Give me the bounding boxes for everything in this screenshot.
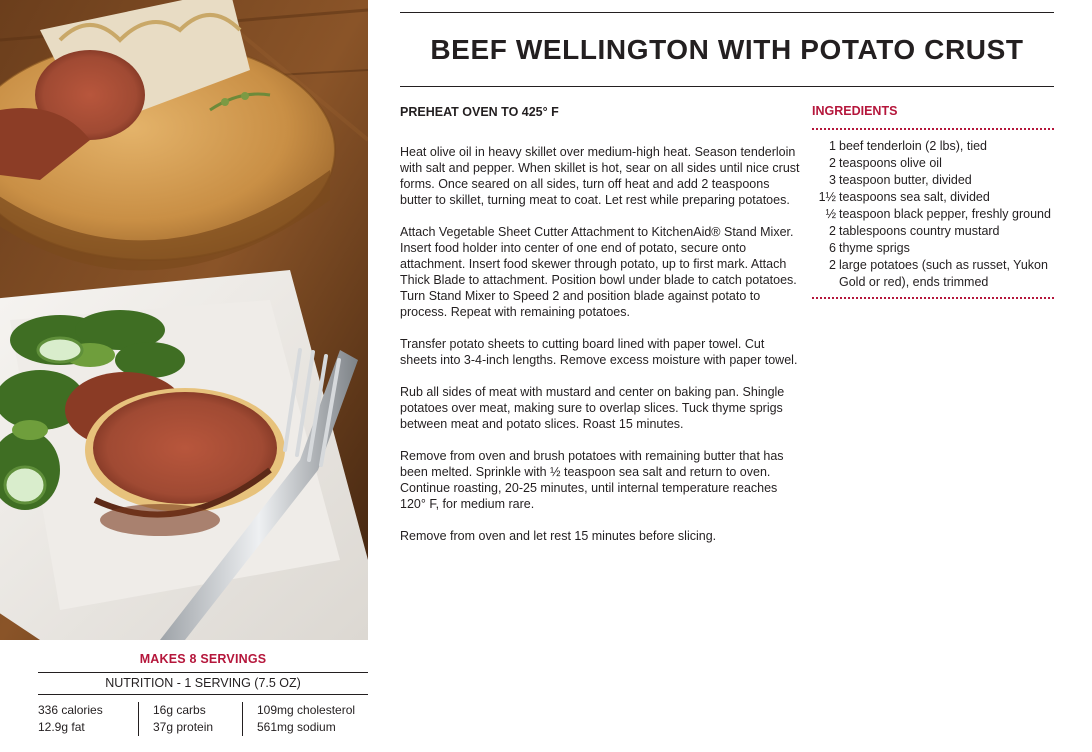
ingredient-text: teaspoon butter, divided	[839, 173, 972, 187]
ingredient-item	[812, 155, 1054, 172]
ingredient-text: teaspoons olive oil	[839, 156, 942, 170]
ingredient-item	[812, 189, 1054, 206]
ingredient-text: large potatoes (such as russet, Yukon Gold or red), ends trimmed	[839, 258, 1048, 289]
nutrition-panel	[38, 640, 368, 752]
ingredient-item	[812, 172, 1054, 189]
nutrition-top-rule	[38, 672, 368, 673]
step-3: Transfer potato sheets to cutting board lined with paper towel. Cut sheets into 3-4-inch lengths. Remove excess moisture with paper towel.	[400, 337, 798, 367]
ingredients-panel	[812, 104, 1054, 299]
ingredient-quantity: 3	[829, 173, 836, 187]
ingredient-item	[812, 223, 1054, 240]
servings-label: MAKES 8 SERVINGS	[139, 652, 267, 666]
carbs-value: 16g carbs	[153, 703, 206, 717]
step-2: Attach Vegetable Sheet Cutter Attachment to KitchenAid® Stand Mixer. Insert food holder into center of one end of potato, secure onto attachment. Insert food skewer through potato, up to first mark. Attach Thick Blade to attachment. Position bowl under blade to catch potatoes. Turn Stand Mixer to Speed 2 and position blade against potato to process. Repeat with remaining potatoes.	[400, 225, 797, 319]
nutrition-title: NUTRITION - 1 SERVING (7.5 OZ)	[105, 676, 301, 690]
nutrition-column-1	[38, 702, 138, 736]
recipe-title: BEEF WELLINGTON WITH POTATO CRUST	[430, 34, 1024, 65]
ingredient-text: teaspoon black pepper, freshly ground	[839, 207, 1051, 221]
step-4: Rub all sides of meat with mustard and center on baking pan. Shingle potatoes over meat, making sure to overlap slices. Tuck thyme sprigs between meat and potato slices. Roast 15 minutes.	[400, 385, 785, 431]
ingredient-item	[812, 206, 1054, 223]
step-5: Remove from oven and brush potatoes with remaining butter that has been melted. Sprinkle with ½ teaspoon sea salt and return to oven. Continue roasting, 20-25 minutes, until internal temperature reaches 120° F, for medium rare.	[400, 449, 784, 511]
fat-value: 12.9g fat	[38, 720, 85, 734]
cholesterol-value: 109mg cholesterol	[257, 703, 356, 717]
ingredient-item	[812, 240, 1054, 257]
ingredient-item	[812, 257, 1054, 291]
ingredient-quantity: 2	[829, 258, 836, 272]
ingredient-quantity: ½	[825, 207, 836, 221]
step-6: Remove from oven and let rest 15 minutes before slicing.	[400, 529, 717, 543]
ingredients-bottom-divider	[812, 297, 1054, 299]
nutrition-values	[38, 702, 368, 736]
ingredient-quantity: 1½	[818, 190, 836, 204]
preheat-instruction: PREHEAT OVEN TO 425° F	[400, 105, 559, 119]
ingredient-text: tablespoons country mustard	[839, 224, 1000, 238]
calories-value: 336 calories	[38, 703, 103, 717]
ingredient-quantity: 6	[829, 241, 836, 255]
ingredient-text: beef tenderloin (2 lbs), tied	[839, 139, 988, 153]
header-bottom-rule	[400, 86, 1054, 87]
step-1: Heat olive oil in heavy skillet over medium-high heat. Season tenderloin with salt and pepper. When skillet is hot, sear on all sides until nice crust forms. Once seared on all sides, turn off heat and add 2 teaspoons butter to skillet, turning meat to coat. Let rest while preparing potatoes.	[400, 145, 800, 207]
ingredients-top-divider	[812, 128, 1054, 130]
ingredient-quantity: 1	[829, 139, 836, 153]
ingredients-list	[812, 138, 1054, 291]
ingredient-item	[812, 138, 1054, 155]
ingredient-text: teaspoons sea salt, divided	[839, 190, 990, 204]
nutrition-column-3	[242, 702, 355, 736]
ingredient-quantity: 2	[829, 156, 836, 170]
ingredients-heading: INGREDIENTS	[812, 104, 898, 118]
sodium-value: 561mg sodium	[257, 720, 336, 734]
ingredient-text: thyme sprigs	[839, 241, 910, 255]
header-top-rule	[400, 12, 1054, 13]
protein-value: 37g protein	[153, 720, 214, 734]
nutrition-mid-rule	[38, 694, 368, 695]
ingredient-quantity: 2	[829, 224, 836, 238]
recipe-photo	[0, 0, 368, 640]
directions	[400, 104, 800, 560]
nutrition-column-2	[138, 702, 242, 736]
